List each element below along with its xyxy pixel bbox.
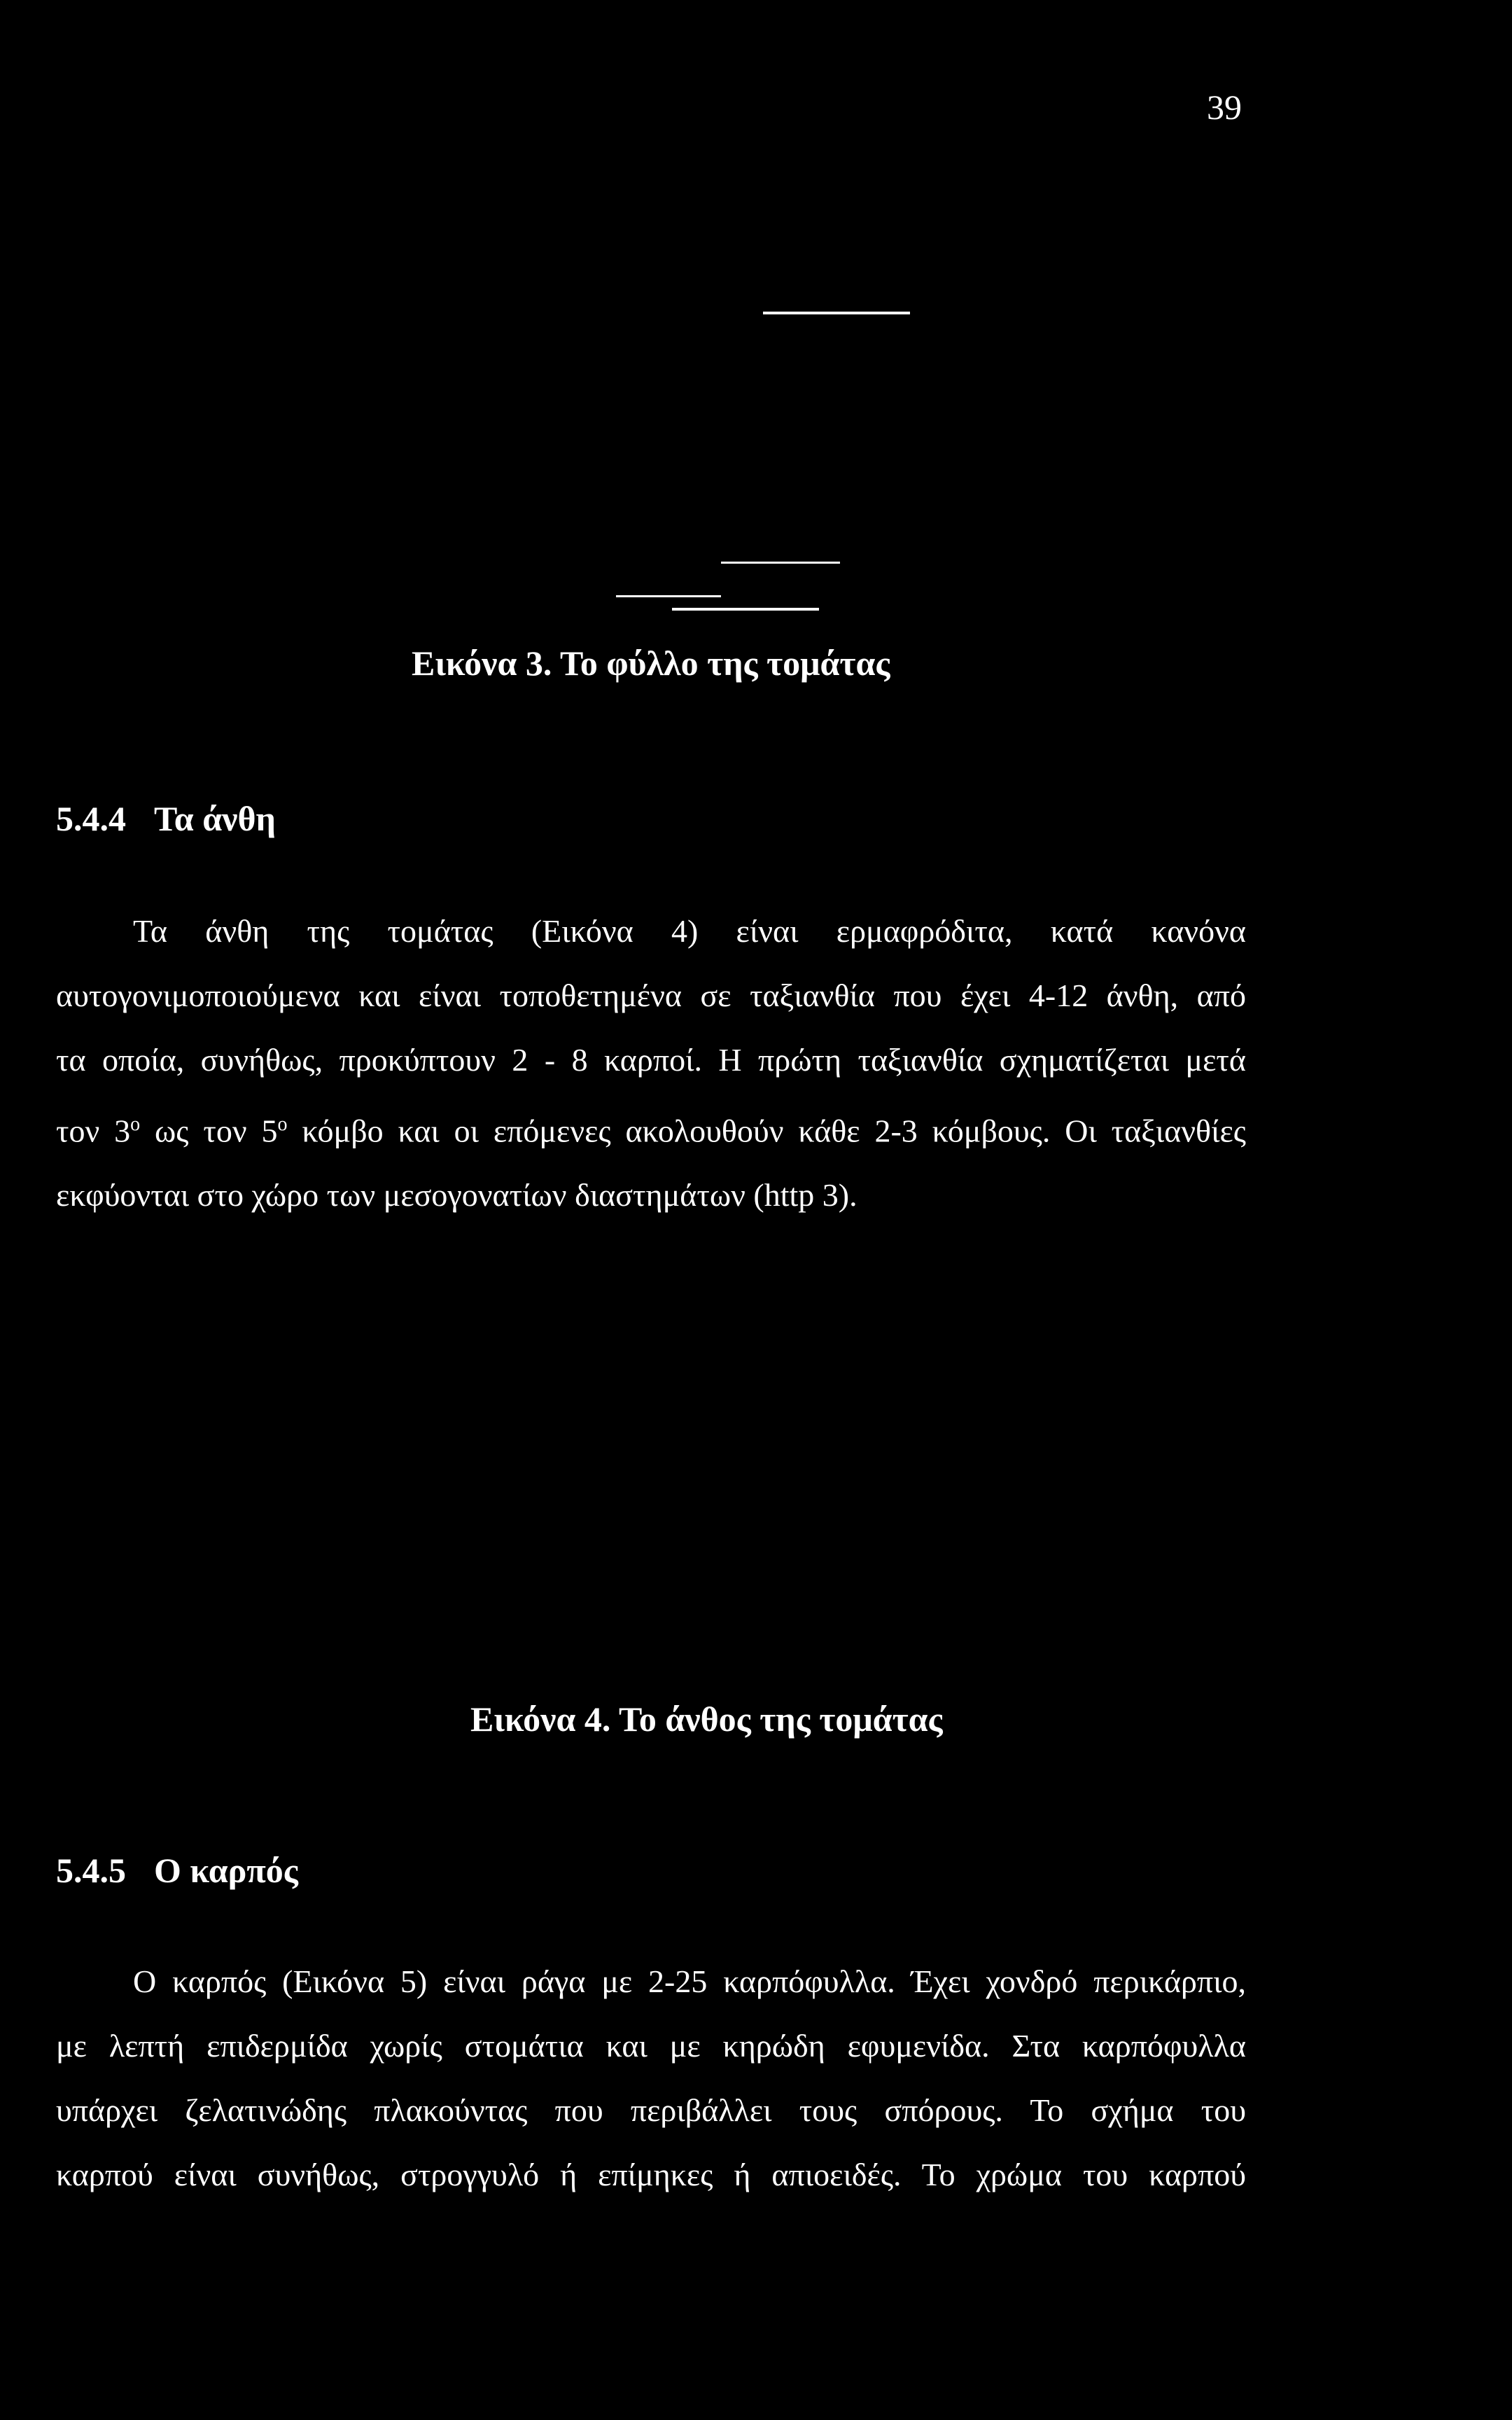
paragraph-line: αυτογονιμοποιούμενα και είναι τοποθετημένα σε ταξιανθία που έχει 4-12 άνθη, από (56, 978, 1246, 1013)
scan-streak (763, 312, 910, 314)
paragraph-line: εκφύονται στο χώρο των μεσογονατίων διαστημάτων (http 3). (56, 1177, 858, 1214)
section-545-paragraph (56, 1949, 1246, 2207)
figure-4-image (0, 1246, 1512, 1681)
scan-streak (721, 562, 840, 564)
section-heading-544 (56, 798, 276, 839)
paragraph-line: με λεπτή επιδερμίδα χωρίς στομάτια και με κηρώδη εφυμενίδα. Στα καρπόφυλλα (56, 2028, 1246, 2064)
section-title: Ο καρπός (154, 1851, 298, 1890)
figure-3-image (0, 140, 1512, 630)
scan-streak (672, 608, 819, 611)
ordinal-superscript: ο (130, 1113, 141, 1135)
section-544-paragraph (56, 899, 1246, 1228)
section-number: 5.4.5 (56, 1851, 126, 1890)
paragraph-line: Ο καρπός (Εικόνα 5) είναι ράγα με 2-25 καρπόφυλλα. Έχει χονδρό περικάρπιο, (133, 1963, 1246, 1999)
paragraph-line: Τα άνθη της τομάτας (Εικόνα 4) είναι ερμαφρόδιτα, κατά κανόνα (133, 913, 1246, 949)
section-title: Τα άνθη (154, 799, 276, 838)
paragraph-line: καρπού είναι συνήθως, στρογγυλό ή επίμηκες ή απιοειδές. Το χρώμα του καρπού (56, 2157, 1246, 2192)
section-number: 5.4.4 (56, 799, 126, 838)
paragraph-line: υπάρχει ζελατινώδης πλακούντας που περιβάλλει τους σπόρους. Το σχήμα του (56, 2092, 1246, 2128)
ordinal-superscript: ο (277, 1113, 288, 1135)
page-number: 39 (1207, 88, 1242, 127)
figure-4-caption: Εικόνα 4. Το άνθος της τομάτας (470, 1699, 943, 1739)
section-heading-545 (56, 1850, 298, 1891)
scan-streak (616, 595, 721, 597)
paragraph-line: τα οποία, συνήθως, προκύπτουν 2 - 8 καρποί. Η πρώτη ταξιανθία σχηματίζεται μετά (56, 1042, 1246, 1078)
figure-3-caption: Εικόνα 3. Το φύλλο της τομάτας (412, 644, 890, 683)
paragraph-line: τον $3^o$ ως τον $5^o$ κόμβο και οι επόμενες ακολουθούν κάθε 2-3 κόμβους. Οι ταξιανθίες (56, 1113, 1246, 1149)
